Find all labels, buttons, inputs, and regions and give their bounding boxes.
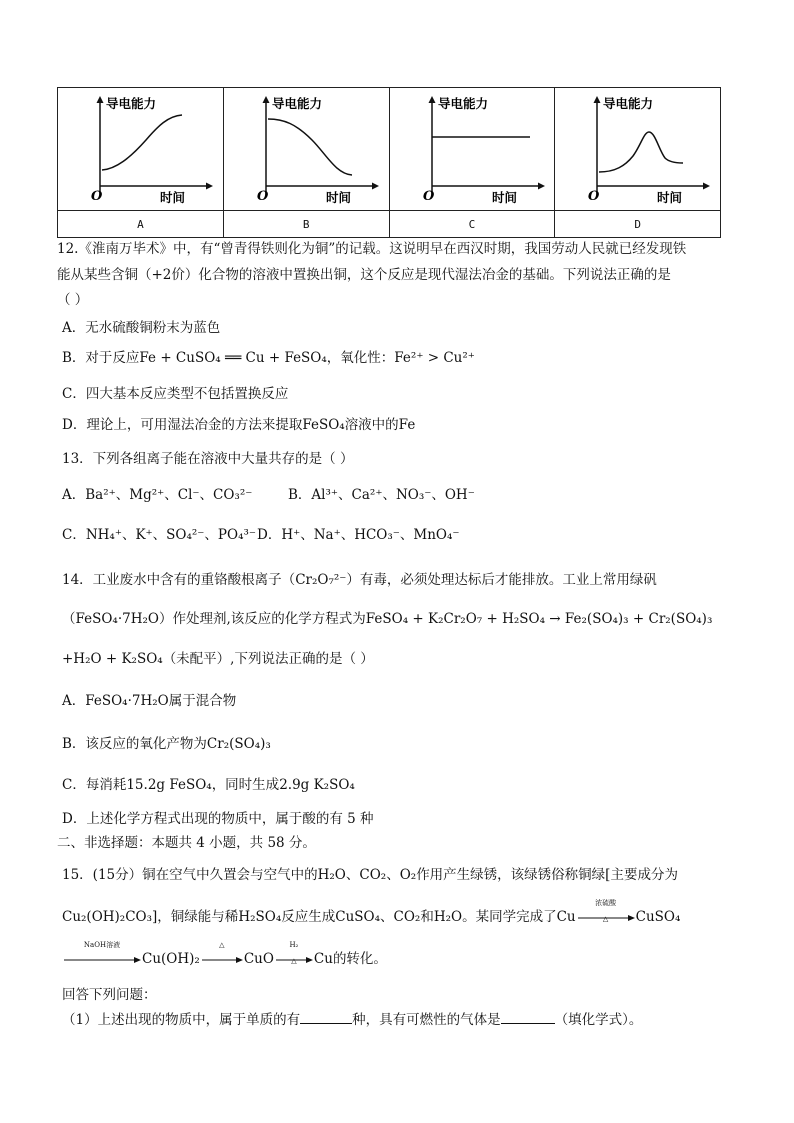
q15-co2: CO₂: [359, 867, 387, 883]
q12-option-c: C．四大基本反应类型不包括置换反应: [62, 386, 289, 402]
graph-c: [390, 88, 555, 210]
option-label-a: A: [58, 211, 224, 238]
q15-arrow-1-condition-bottom: △: [602, 915, 609, 923]
q15-chain-cuoh2: Cu(OH)₂: [142, 951, 200, 967]
q15-sub1-c: （填化学式）。: [554, 1012, 643, 1028]
q14-equation-part1: FeSO₄ + K₂Cr₂O₇ + H₂SO₄ → Fe₂(SO₄)₃ + Cr₂(SO₄)₃: [365, 611, 713, 627]
q15-arrow-4-condition-top: H₂: [289, 941, 299, 949]
q15-stem-line1: [62, 866, 678, 884]
q15-sub1-a: （1）上述出现的物质中，属于单质的有: [62, 1012, 301, 1028]
q14-option-c-mass-a: 15.2g FeSO₄: [126, 777, 212, 793]
q15-arrow-2: [62, 941, 142, 968]
option-label-c: C: [389, 211, 555, 238]
curve-a: [102, 115, 182, 170]
q12-stem-line3: （ ）: [57, 292, 89, 308]
q14-stem-line3: [62, 650, 374, 668]
q15-line2-c: 。某同学完成了: [462, 909, 557, 925]
q12-option-b: [62, 349, 475, 367]
q12-stem-line2: 能从某些含铜（+2价）化合物的溶液中置换出铜，这个反应是现代湿法冶金的基础。下列说法正确的是: [57, 267, 671, 283]
q14-option-b-prefix: B．该反应的氧化产物为: [62, 736, 207, 752]
q12-stem-line1: 12.《淮南万毕术》中，有“曾青得铁则化为铜”的记载。这说明早在西汉时期，我国劳动人民就已经发现铁: [57, 241, 687, 257]
q15-line2-a: ]，铜绿能与稀: [152, 909, 239, 925]
q15-stem-line2: [62, 899, 681, 926]
q15-arrow-3: [200, 941, 244, 968]
q15-sub1: [62, 1010, 642, 1029]
q13-option-b: B．Al³⁺、Ca²⁺、NO₃⁻、OH⁻: [288, 487, 475, 503]
q15-arrow-4-condition-bottom: △: [291, 957, 297, 965]
answer-blank-1[interactable]: [300, 1010, 352, 1024]
q15-sep: 、: [345, 867, 360, 883]
q14-line1-b: ）有毒，必须处理达标后才能排放。工业上常用绿矾: [346, 572, 657, 588]
x-axis-label: 时间: [325, 190, 351, 205]
arrow-icon: [62, 955, 142, 965]
x-axis-label: 时间: [491, 190, 517, 205]
graph-a-cell: [58, 88, 224, 211]
y-axis-label: 导电能力: [437, 96, 488, 111]
q15-chain-cu: Cu: [556, 909, 576, 925]
q14-option-c-prefix: C．每消耗: [62, 777, 127, 793]
q13-option-c: C．NH₄⁺、K⁺、SO₄²⁻、PO₄³⁻: [62, 527, 257, 543]
graph-d-cell: [555, 88, 721, 211]
q13-stem: 13．下列各组离子能在溶液中大量共存的是（ ）: [62, 451, 354, 467]
graph-d: [555, 88, 720, 210]
origin-label: O: [91, 189, 103, 204]
q14-option-a-prefix: A．: [62, 693, 86, 709]
q14-option-a-suffix: 属于混合物: [168, 693, 237, 709]
q14-dichromate-ion: Cr₂O₇²⁻: [295, 572, 347, 588]
graph-a: [58, 88, 223, 210]
q15-arrow-2-condition-top: NaOH溶液: [83, 941, 121, 949]
conductivity-graph-table: [57, 87, 721, 238]
q12-option-b-mid: ，氧化性：: [326, 350, 395, 366]
q14-option-d: D．上述化学方程式出现的物质中，属于酸的有 5 种: [62, 811, 374, 827]
y-axis-label: 导电能力: [603, 96, 654, 111]
q12-option-b-oxidizing: Fe²⁺ > Cu²⁺: [394, 350, 475, 366]
q12-option-b-prefix: B．对于反应: [62, 350, 140, 366]
curve-b: [268, 119, 352, 175]
q15-chain-cuo: CuO: [243, 951, 274, 967]
x-axis-label: 时间: [160, 190, 186, 205]
q12-option-d: [62, 416, 415, 434]
q12-option-b-equation: Fe + CuSO₄ ══ Cu + FeSO₄: [139, 350, 327, 366]
q15-o2: O₂: [399, 867, 417, 883]
q15-sep: 、: [386, 867, 400, 883]
option-label-d: D: [555, 211, 721, 238]
section-2-heading: 二、非选择题：本题共 4 小题，共 58 分。: [57, 835, 316, 851]
q12-option-a: A．无水硫酸铜粉末为蓝色: [62, 320, 221, 336]
q14-option-b: [62, 735, 271, 753]
q14-line2-a: （: [62, 611, 76, 627]
q14-option-c-mid: ，同时生成: [211, 777, 280, 793]
option-label-b: B: [223, 211, 389, 238]
curve-d: [599, 132, 683, 172]
q14-stem-line2: [62, 610, 712, 628]
q15-co2: CO₂: [393, 909, 421, 925]
q13-option-d: D．H⁺、Na⁺、HCO₃⁻、MnO₄⁻: [257, 527, 460, 543]
q14-option-a: [62, 692, 236, 710]
origin-label: O: [588, 189, 600, 204]
q15-line1-a: 15．(15分）铜在空气中久置会与空气中的: [62, 867, 318, 883]
q13-option-a: A．Ba²⁺、Mg²⁺、Cl⁻、CO₃²⁻: [62, 487, 253, 503]
graph-b-cell: [223, 88, 389, 211]
q14-line2-b: ）作处理剂,该反应的化学方程式为: [158, 611, 366, 627]
q15-chain-cu-final: Cu: [313, 951, 333, 967]
q12-option-d-prefix: D．理论上，可用湿法冶金的方法来提取: [62, 417, 303, 433]
q15-sep: 、: [380, 909, 394, 925]
q15-answer-prompt: 回答下列问题：: [62, 987, 157, 1003]
q14-equation-part2: +H₂O + K₂SO₄: [62, 651, 163, 667]
q14-option-c: [62, 776, 355, 794]
q15-h2o: H₂O: [433, 909, 463, 925]
q14-green-vitriol: FeSO₄·7H₂O: [75, 611, 159, 627]
q14-line3-b: （未配平）,下列说法正确的是（ ）: [162, 651, 374, 667]
q15-arrow-1: [576, 899, 636, 926]
origin-label: O: [422, 189, 434, 204]
q15-h2so4: H₂SO₄: [238, 909, 282, 925]
q15-line1-b: 作用产生绿锈，该绿锈俗称铜绿[主要成分为: [416, 867, 678, 883]
arrow-icon: [200, 955, 244, 965]
q15-transformation-chain: [62, 941, 387, 968]
origin-label: O: [256, 189, 269, 204]
q15-arrow-1-condition-top: 浓硫酸: [595, 899, 617, 907]
q15-malachite-formula: Cu₂(OH)₂CO₃: [62, 909, 153, 925]
q15-chain-end: 的转化。: [332, 951, 387, 967]
q14-stem-line1: [62, 571, 657, 589]
q12-option-d-suffix: 溶液中的Fe: [344, 417, 416, 433]
q15-and: 和: [420, 909, 434, 925]
q14-option-a-formula: FeSO₄·7H₂O: [85, 693, 169, 709]
y-axis-label: 导电能力: [106, 96, 157, 111]
q15-h2o: H₂O: [317, 867, 346, 883]
q15-arrow-3-condition-top: △: [219, 941, 225, 949]
q12-option-d-formula: FeSO₄: [302, 417, 345, 433]
graph-b: [224, 88, 389, 210]
q14-line1-a: 14．工业废水中含有的重铬酸根离子（: [62, 572, 296, 588]
q15-arrow-4: [274, 941, 314, 968]
q14-option-b-formula: Cr₂(SO₄)₃: [206, 736, 271, 752]
q14-option-c-mass-b: 2.9g K₂SO₄: [279, 777, 355, 793]
q15-sub1-b: 种，具有可燃性的气体是: [352, 1012, 501, 1028]
y-axis-label: 导电能力: [271, 96, 322, 111]
graph-c-cell: [389, 88, 555, 211]
x-axis-label: 时间: [657, 190, 683, 205]
q15-line2-b: 反应生成: [281, 909, 336, 925]
answer-blank-2[interactable]: [501, 1010, 555, 1024]
q15-chain-cuso4: CuSO₄: [635, 909, 681, 925]
q15-cuso4: CuSO₄: [335, 909, 380, 925]
